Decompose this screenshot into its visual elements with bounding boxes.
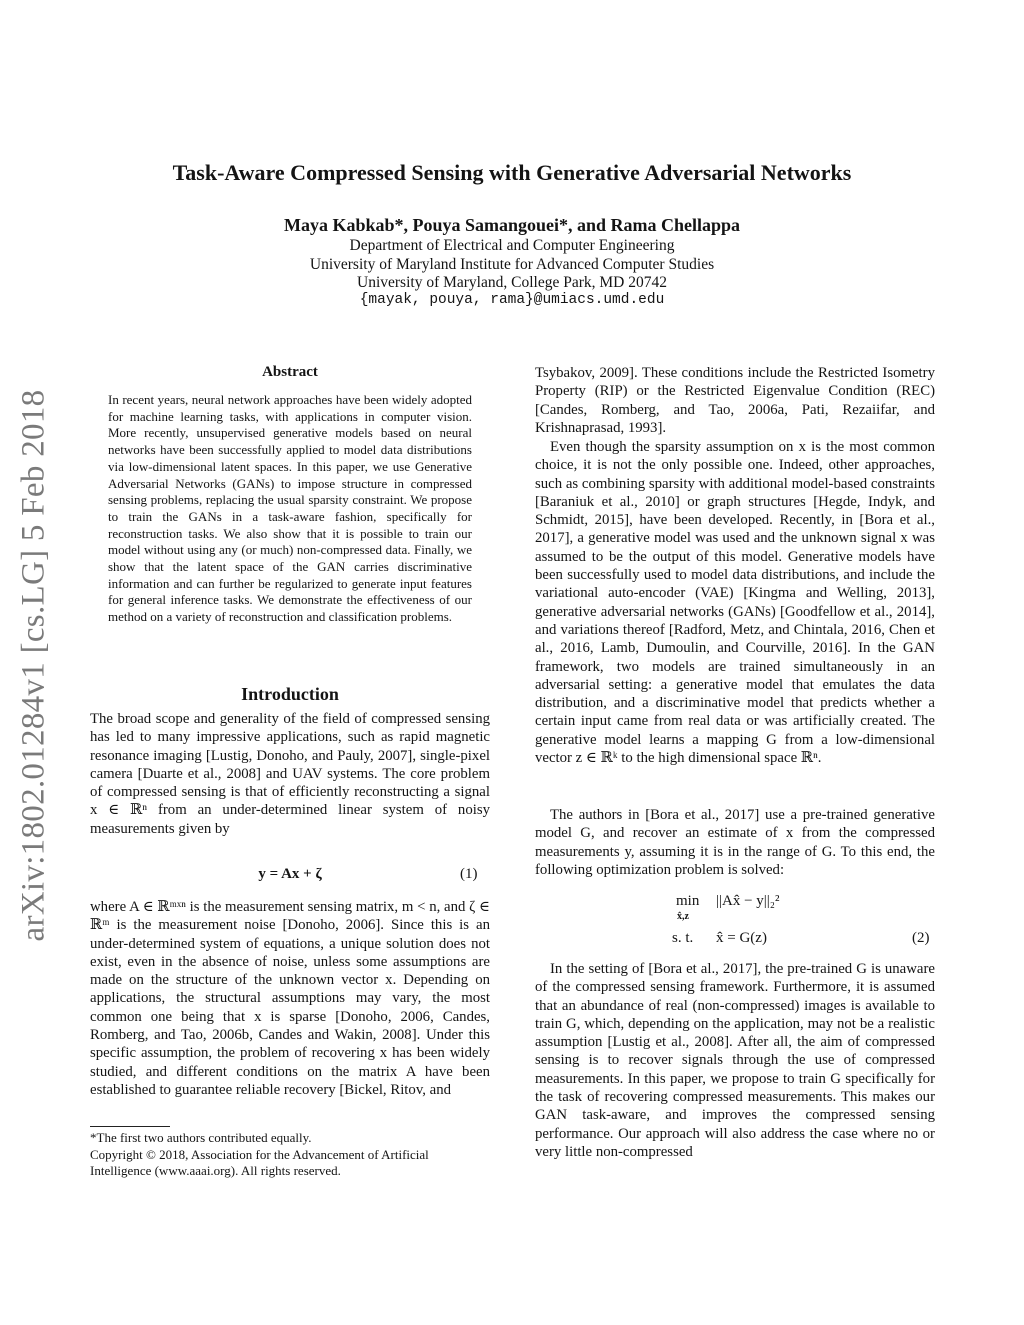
affiliation-line-2: University of Maryland Institute for Advanced Computer Studies: [309, 256, 715, 273]
affiliation-line-1: Department of Electrical and Computer Engineering: [349, 237, 675, 254]
optimization-subject-to: s. t.: [672, 930, 694, 946]
optimization-min-subscript: x̂,z: [677, 911, 689, 922]
introduction-heading: Introduction: [241, 684, 339, 704]
abstract-heading: Abstract: [262, 364, 318, 380]
equation-2-number: (2): [912, 930, 930, 946]
right-paragraph-4: In the setting of [Bora et al., 2017], the pre-trained G is unaware of the compressed sensing framework. Furthermore, it is assumed that an abundance of real (non-compressed) images is available to train G, which, depending on the application, may not be a realistic assumption [Lustig et al., 2008]. After all, the aim of compressed sensing is to recover signals through the use of compressed measurements. In this paper, we propose to train G specifically for the task of recovering compressed measurements. This makes our GAN task-aware, and improves the compressed sensing performance. Our approach will also address the case where no or very little non-compressed: [535, 961, 935, 1160]
right-paragraph-1: Tsybakov, 2009]. These conditions include the Restricted Isometry Property (RIP) or the Restricted Eigenvalue Condition (REC) [Candes, Romberg, and Tao, 2006a, Pati, Rezaiifar, and Krishnaprasad, 1993].: [535, 365, 935, 436]
intro-paragraph-1: The broad scope and generality of the field of compressed sensing has led to many impressive applications, such as rapid magnetic resonance imaging [Lustig, Donoho, and Pauly, 2007], single-pixel camera [Duarte et al., 2008] and UAV systems. The core problem of compressed sensing is that of efficiently reconstructing a signal x ∈ ℝⁿ from an under-determined linear system of noisy measurements given by: [90, 711, 490, 837]
footnote-copyright: Copyright © 2018, Association for the Advancement of Artificial Intelligence (www.aaai.org). All rights reserved.: [90, 1146, 429, 1178]
arxiv-stamp: [8, 366, 60, 964]
arxiv-stamp-text: arXiv:1802.01284v1 [cs.LG] 5 Feb 2018: [15, 389, 52, 941]
intro-paragraph-2: where A ∈ ℝᵐˣⁿ is the measurement sensing matrix, m < n, and ζ ∈ ℝᵐ is the measurement noise [Donoho, 2006]. Since this is an under-determined system of equations, a unique solution does not exist, even in the absence of noise, unless some assumptions are made on the structure of the unknown vector x. Depending on applications, the structural assumptions may vary, the most common one being that x is sparse [Donoho, 2006, Candes, Romberg, and Tao, 2006b, Candes and Wakin, 2008]. Under this specific assumption, the problem of recovering x has been widely studied, and different conditions on the matrix A have been established to guarantee reliable recovery [Bickel, Ritov, and: [90, 899, 490, 1098]
equation-1: y = Ax + ζ: [258, 866, 322, 882]
optimization-constraint: x̂ = G(z): [716, 930, 767, 946]
optimization-objective: ||Ax̂ − y||₂²: [716, 893, 780, 909]
footnote-equal-contribution: *The first two authors contributed equally.: [90, 1130, 312, 1145]
abstract-text: In recent years, neural network approaches have been widely adopted for machine learning tasks, with applications in computer vision. More recently, unsupervised generative models based on neural networks have been successfully applied to model data distributions via low-dimensional latent spaces. In this paper, we use Generative Adversarial Networks (GANs) to impose structure in compressed sensing problems, replacing the usual sparsity constraint. We propose to train the GANs in a task-aware fashion, specifically for reconstruction tasks. We also show that it is possible to train our model without using any (or much) non-compressed data. Finally, we show that the latent space of the GAN carries discriminative information and can further be regularized to generate input features for general inference tasks. We demonstrate the effectiveness of our method on a variety of reconstruction and classification problems.: [108, 392, 472, 625]
author-list: Maya Kabkab*, Pouya Samangouei*, and Rama Chellappa: [283, 215, 741, 235]
paper-title: Task-Aware Compressed Sensing with Generative Adversarial Networks: [172, 160, 852, 185]
affiliation-line-3: University of Maryland, College Park, MD 20742: [357, 274, 667, 291]
author-email: {mayak, pouya, rama}@umiacs.umd.edu: [359, 292, 665, 308]
right-paragraph-2: Even though the sparsity assumption on x is the most common choice, it is not the only possible one. Indeed, other approaches, such as combining sparsity with additional model-based constraints [Baraniuk et al., 2010] or graph structures [Hegde, Indyk, and Schmidt, 2015], have been developed. Recently, in [Bora et al., 2017], a generative model was used and the unknown signal x was assumed to be the output of this model. Generative models have been successfully used to model data distributions, and include the variational auto-encoder (VAE) [Kingma and Welling, 2013], generative adversarial networks (GANs) [Goodfellow et al., 2014], and variations thereof [Radford, Metz, and Chintala, 2016, Chen et al., 2016, Lamb, Dumoulin, and Courville, 2016]. In the GAN framework, two models are trained simultaneously in an adversarial setting: a generative model that emulates the data distribution, and a discriminative model that predicts whether a certain input came from real data or was artificially created. The generative model learns a mapping G from a low-dimensional vector z ∈ ℝᵏ to the high dimensional space ℝⁿ.: [535, 439, 935, 767]
footnote: [90, 1130, 490, 1180]
footnote-divider: [90, 1126, 170, 1127]
optimization-min: min: [676, 893, 700, 909]
equation-1-number: (1): [460, 866, 478, 882]
right-paragraph-3: The authors in [Bora et al., 2017] use a pre-trained generative model G, and recover an estimate of x from the compressed measurements y, assuming it is in the range of G. To this end, the following optimization problem is solved:: [535, 807, 935, 878]
